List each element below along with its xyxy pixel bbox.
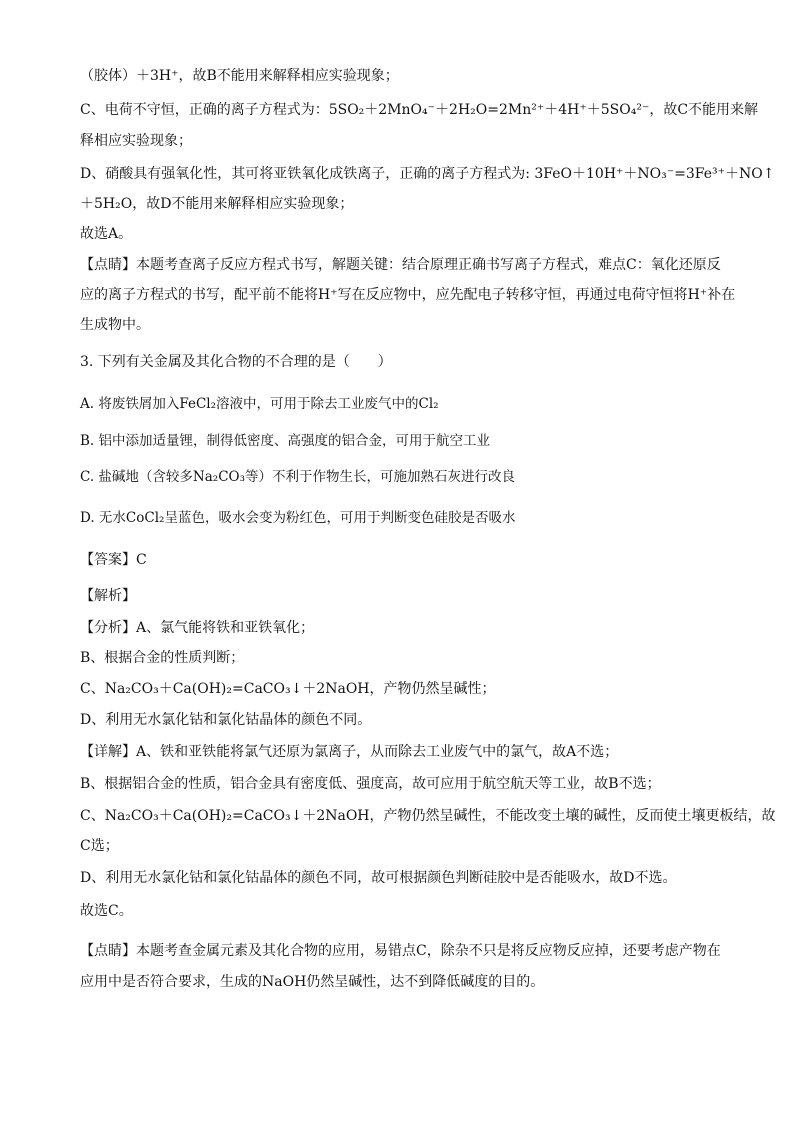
answer-label: 【答案】C <box>80 552 147 568</box>
question-stem: 3. 下列有关金属及其化合物的不合理的是（ ） <box>80 354 392 370</box>
option-b: B. 铝中添加适量锂，制得低密度、高强度的铝合金，可用于航空工业 <box>80 433 491 449</box>
text-line: 【点睛】本题考查金属元素及其化合物的应用，易错点C，除杂不只是将反应物反应掉，还要考虑产物在 <box>80 943 721 959</box>
text-line: （胶体）＋3H⁺，故B不能用来解释相应实验现象； <box>80 68 399 84</box>
analysis-heading: 【解析】 <box>80 588 136 604</box>
text-line: D、硝酸具有强氧化性，其可将亚铁氧化成铁离子，正确的离子方程式为: 3FeO＋10H⁺＋NO₃⁻=3Fe³⁺＋NO↑ <box>80 166 775 182</box>
text-line: B、根据合金的性质判断； <box>80 650 245 666</box>
text-line: C选； <box>80 838 119 854</box>
text-line: 故选C。 <box>80 903 133 919</box>
text-line: C、电荷不守恒，正确的离子方程式为：5SO₂＋2MnO₄⁻＋2H₂O=2Mn²⁺＋4H⁺＋5SO₄²⁻，故C不能用来解 <box>80 102 759 118</box>
text-line: C、Na₂CO₃＋Ca(OH)₂=CaCO₃↓＋2NaOH，产物仍然呈碱性； <box>80 681 496 697</box>
option-a: A. 将废铁屑加入FeCl₂溶液中，可用于除去工业废气中的Cl₂ <box>80 396 439 412</box>
text-line: C、Na₂CO₃＋Ca(OH)₂=CaCO₃↓＋2NaOH，产物仍然呈碱性，不能改变土壤的碱性，反而使土壤更板结，故 <box>80 808 776 824</box>
text-line: 应用中是否符合要求，生成的NaOH仍然呈碱性，达不到降低碱度的目的。 <box>80 974 545 990</box>
text-line: 【详解】A、铁和亚铁能将氯气还原为氯离子，从而除去工业废气中的氯气，故A不选； <box>80 744 619 760</box>
text-line: 【点睛】本题考查离子反应方程式书写，解题关键：结合原理正确书写离子方程式，难点C：氧化还原反 <box>80 257 721 273</box>
option-d: D. 无水CoCl₂呈蓝色，吸水会变为粉红色，可用于判断变色硅胶是否吸水 <box>80 510 516 526</box>
text-line: 【分析】A、氯气能将铁和亚铁氧化； <box>80 620 315 636</box>
text-line: D、利用无水氯化钴和氯化钴晶体的颜色不同，故可根据颜色判断硅胶中是否能吸水，故D不选。 <box>80 870 677 886</box>
text-line: D、利用无水氯化钴和氯化钴晶体的颜色不同。 <box>80 712 372 728</box>
text-line: 故选A。 <box>80 226 133 242</box>
text-line: B、根据铝合金的性质，铝合金具有密度低、强度高，故可应用于航空航天等工业，故B不选； <box>80 776 661 792</box>
text-line: 生成物中。 <box>80 317 150 333</box>
text-line: ＋5H₂O，故D不能用来解释相应实验现象； <box>80 196 354 212</box>
text-line: 应的离子方程式的书写，配平前不能将H⁺写在反应物中，应先配电子转移守恒，再通过电荷守恒将H⁺补在 <box>80 287 736 303</box>
text-line: 释相应实验现象； <box>80 133 192 149</box>
option-c: C. 盐碱地（含较多Na₂CO₃等）不利于作物生长，可施加熟石灰进行改良 <box>80 469 516 485</box>
